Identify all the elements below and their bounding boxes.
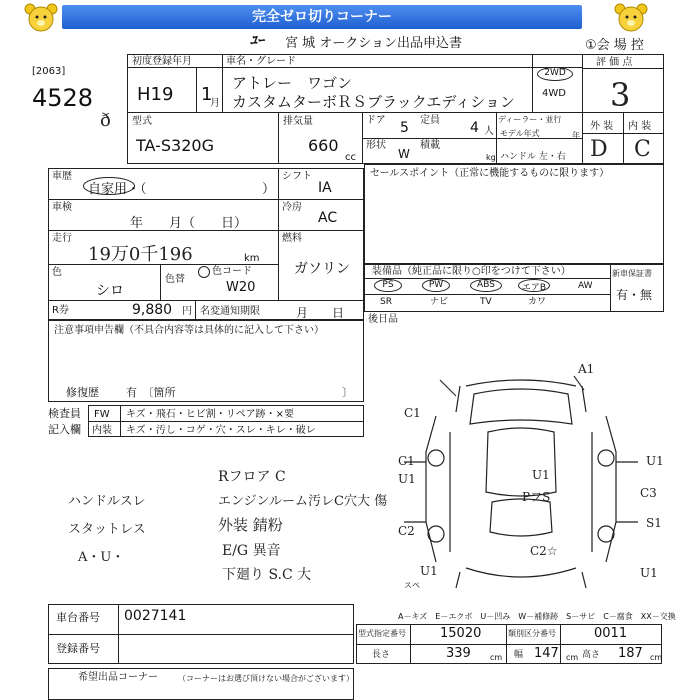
model-code: TA-S320G: [136, 136, 214, 155]
equip-tv: TV: [480, 297, 492, 307]
handwritten-mark-a: ð: [100, 110, 111, 131]
capacity-label: 定員: [420, 115, 440, 126]
drive-2wd-circled: 2WD: [537, 67, 573, 81]
notes-label: 注意事項申告欄（不具合内容等は具体的に記入して下さい）: [54, 325, 324, 336]
shape-value: W: [398, 147, 410, 161]
equip-airbag: エアB: [518, 279, 550, 292]
form-cert-label: 型式指定番号: [358, 629, 406, 638]
damage-mark-s1: S1: [646, 516, 662, 530]
registration-number-label: 登録番号: [56, 642, 100, 655]
bear-mascot-icon-right: [612, 2, 650, 36]
capacity-value: 4: [470, 120, 479, 136]
handwritten-note-left2: スタットレス: [68, 522, 146, 537]
damage-mark-u1-center: U1: [532, 468, 550, 482]
name-grade-label: 車名・グレード: [226, 56, 296, 67]
equip-leather: カワ: [528, 297, 547, 307]
model-year-unit: 年: [572, 131, 580, 140]
car-number-label: 車台番号: [56, 611, 100, 624]
reference-number: [2063]: [32, 66, 66, 77]
vehicle-name-line1: アトレー ワゴン: [232, 74, 353, 92]
score-value: 3: [610, 76, 631, 114]
car-number-value: 0027141: [124, 608, 187, 624]
handwritten-note-mid2: エンジンルーム汚レC穴大 傷: [218, 494, 388, 509]
width-value: 147: [534, 646, 559, 661]
dealer-label: ディーラー・並行: [498, 115, 562, 124]
month-unit: 月: [210, 98, 220, 109]
color-change-label: 色替: [165, 274, 185, 285]
form-cert-value: 15020: [440, 626, 482, 641]
new-car-cert-label: 新車保証書: [612, 269, 652, 278]
selling-points-label: セールスポイント（正常に機能するものに限ります）: [370, 168, 610, 179]
length-unit: cm: [490, 653, 503, 662]
damage-mark-c1-top: C1: [404, 406, 421, 420]
interior-grade: C: [634, 137, 651, 162]
new-car-cert-value: 有・無: [616, 288, 653, 302]
usage-label: 車歴: [52, 171, 72, 182]
height-label: 高さ: [582, 650, 601, 660]
ac-value: AC: [318, 210, 338, 226]
inspector-row1: キズ・飛石・ヒビ割・リペア跡・×要: [126, 409, 294, 420]
mileage-label: 走行: [52, 233, 72, 244]
displacement-unit: cc: [345, 152, 356, 163]
mileage-unit: km: [244, 253, 260, 264]
equip-ps: PS: [374, 279, 402, 292]
width-label: 幅: [514, 650, 524, 660]
auction-logo: ﾕｰ: [250, 33, 264, 49]
inspector-fw: FW: [94, 409, 110, 420]
lot-number: 4528: [32, 84, 94, 112]
capacity-unit: 人: [484, 126, 494, 137]
length-value: 339: [446, 646, 471, 661]
model-year-label: モデル年式: [500, 129, 540, 138]
inspector-row2: キズ・汚し・コゲ・穴・スレ・キレ・破レ: [126, 425, 316, 436]
mileage-value: 19万0千196: [88, 244, 193, 265]
handwritten-note-mid1: Rフロア C: [218, 469, 286, 485]
class-number-label: 類別区分番号: [508, 629, 556, 638]
doors-label: ドア: [366, 115, 386, 126]
handwritten-note-left3: A・U・: [78, 550, 125, 565]
class-number-value: 0011: [594, 626, 628, 641]
banner-title: 完全ゼロ切りコーナー: [62, 5, 582, 29]
color-code-label: 色コード: [212, 266, 252, 277]
name-change-value: 月 日: [296, 306, 345, 320]
handle-label: ハンドル 左・右: [500, 152, 566, 162]
usage-value: 自家用・（: [88, 182, 147, 197]
equipment-label: 装備品（純正品に限り○印をつけて下さい）: [372, 266, 571, 277]
repair-history-label: 修復歴: [66, 386, 99, 399]
usage-close: ）: [262, 182, 276, 197]
shift-label: シフト: [282, 171, 312, 182]
color-label: 色: [52, 267, 62, 278]
name-change-label: 名変通知期限: [200, 306, 260, 317]
damage-mark-c3: C3: [640, 486, 657, 500]
drive-4wd: 4WD: [542, 88, 566, 99]
inspector-interior: 内装: [92, 425, 112, 436]
model-label: 型式: [132, 116, 152, 127]
color-value: シロ: [96, 283, 124, 299]
score-label: 評 価 点: [596, 57, 633, 68]
interior-label: 内 装: [628, 121, 652, 132]
fuel-value: ガソリン: [294, 261, 350, 277]
exterior-label: 外 装: [590, 121, 614, 132]
repair-history-value: 有 〔箇所: [126, 386, 176, 399]
height-value: 187: [618, 646, 643, 661]
fuel-label: 燃料: [282, 233, 302, 244]
damage-mark-u1-bottom: U1: [420, 564, 438, 578]
spare-label: スペ: [404, 581, 420, 590]
damage-mark-u1-left: U1: [398, 472, 416, 486]
first-registration-month: 1: [201, 84, 213, 105]
selling-points-frame: [364, 164, 664, 264]
inspector-entry-label: 記入欄: [48, 423, 81, 436]
recycle-unit: 円: [182, 306, 192, 317]
damage-mark-p: PフS: [522, 490, 551, 504]
shift-value: IA: [318, 180, 332, 196]
auction-title: 宮 城 オークション出品申込書: [285, 36, 463, 51]
repair-history-close: 〕: [342, 386, 353, 399]
after-items-label: 後日品: [368, 314, 398, 325]
damage-mark-c2-star: C2☆: [530, 544, 558, 558]
first-registration-label: 初度登録年月: [132, 56, 192, 67]
ac-label: 冷房: [282, 202, 302, 213]
first-registration-era: H19: [137, 84, 174, 105]
venue-copy: ①会 場 控: [585, 38, 644, 53]
doors-value: 5: [400, 120, 409, 136]
damage-mark-a1: A1: [578, 362, 595, 376]
desired-corner-label: 希望出品コーナー: [78, 672, 158, 683]
length-label: 長さ: [372, 650, 391, 660]
width-unit: cm: [566, 653, 579, 662]
damage-mark-u1-right: U1: [646, 454, 664, 468]
displacement-label: 排気量: [283, 116, 313, 127]
handwritten-note-mid4: E/G 異音: [222, 543, 281, 559]
inspection-value: 年 月（ 日）: [130, 216, 248, 231]
vehicle-name-line2: カスタムターボＲＳブラックエディション: [232, 93, 515, 111]
damage-legend: A－キズ E－エクボ U－凹み W－補修跡 S－サビ C－腐食 XX－交換: [398, 612, 676, 621]
color-code-circle: [198, 266, 210, 278]
inspection-label: 車検: [52, 202, 72, 213]
load-unit: kg: [486, 153, 496, 162]
recycle-label: R券: [52, 305, 69, 316]
equip-pw: PW: [422, 279, 450, 292]
equip-sr: SR: [380, 297, 392, 307]
color-code-value: W20: [226, 280, 256, 295]
handwritten-note-mid5: 下廻り S.C 大: [222, 567, 312, 583]
damage-mark-c1-left: C1: [398, 454, 415, 468]
handwritten-note-mid3: 外装 錆粉: [218, 516, 283, 534]
handwritten-note-left1: ハンドルスレ: [68, 494, 146, 509]
damage-mark-u1-bottom-right: U1: [640, 566, 658, 580]
displacement-value: 660: [308, 136, 339, 155]
exterior-grade: D: [590, 137, 608, 162]
shape-label: 形状: [366, 140, 386, 151]
height-unit: cm: [650, 653, 663, 662]
equip-aw: AW: [578, 281, 593, 291]
bear-mascot-icon-left: [22, 2, 60, 36]
inspector-label: 検査員: [48, 407, 81, 420]
damage-mark-c2: C2: [398, 524, 415, 538]
recycle-amount: 9,880: [132, 302, 173, 318]
load-label: 積載: [420, 140, 440, 151]
desired-corner-note: （コーナーはお選び頂けない場合がございます）: [178, 674, 354, 683]
car-damage-diagram: [396, 372, 646, 596]
equip-navi: ナビ: [430, 297, 449, 307]
equip-abs: ABS: [470, 279, 502, 292]
